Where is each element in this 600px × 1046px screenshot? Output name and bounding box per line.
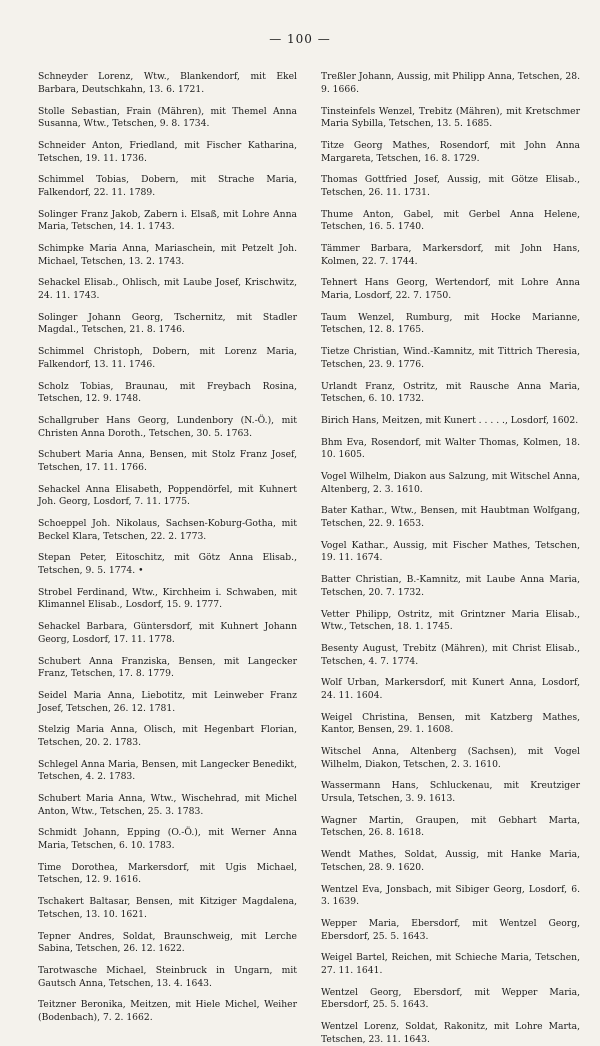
register-entry: Sehackel Elisab., Ohlisch, mit Laube Josef, Krischwitz, 24. 11. 1743. [38,277,297,302]
register-entry: Stolle Sebastian, Frain (Mähren), mit Themel Anna Susanna, Wtw., Tetschen, 9. 8. 1734. [38,105,297,130]
register-entry: Tarotwasche Michael, Steinbruck in Ungarn, mit Gautsch Anna, Tetschen, 13. 4. 1643. [38,964,297,989]
register-entry: Schubert Maria Anna, Bensen, mit Stolz Franz Josef, Tetschen, 17. 11. 1766. [38,449,297,473]
register-entry: Bater Kathar., Wtw., Bensen, mit Haubtman Wolfgang, Tetschen, 22. 9. 1653. [321,505,580,530]
register-entry: Tietze Christian, Wind.-Kamnitz, mit Tittrich Theresia, Tetschen, 23. 9. 1776. [321,346,580,370]
register-entry: Teitzner Beronika, Meitzen, mit Hiele Michel, Weiher (Bodenbach), 7. 2. 1662. [38,999,297,1023]
register-entry: Solinger Johann Georg, Tschernitz, mit Stadler Magdal., Tetschen, 21. 8. 1746. [38,311,297,336]
register-entry: Vogel Kathar., Aussig, mit Fischer Mathes, Tetschen, 19. 11. 1674. [321,539,580,564]
register-entry: Schubert Maria Anna, Wtw., Wischehrad, mit Michel Anton, Wtw., Tetschen, 25. 3. 1783. [38,793,297,817]
register-entry: Thomas Gottfried Josef, Aussig, mit Götze Elisab., Tetschen, 26. 11. 1731. [321,174,580,198]
register-entry: Schimpke Maria Anna, Mariaschein, mit Petzelt Joh. Michael, Tetschen, 13. 2. 1743. [38,243,297,267]
register-entry: Wendt Mathes, Soldat, Aussig, mit Hanke Maria, Tetschen, 28. 9. 1620. [321,849,580,873]
register-entry: Time Dorothea, Markersdorf, mit Ugis Michael, Tetschen, 12. 9. 1616. [38,861,297,886]
register-entry: Schimmel Christoph, Dobern, mit Lorenz Maria, Falkendorf, 13. 11. 1746. [38,346,297,370]
register-entry: Taum Wenzel, Rumburg, mit Hocke Marianne, Tetschen, 12. 8. 1765. [321,311,580,336]
register-entry: Treßler Johann, Aussig, mit Philipp Anna, Tetschen, 28. 9. 1666. [321,71,580,95]
register-entry: Witschel Anna, Altenberg (Sachsen), mit Vogel Wilhelm, Diakon, Tetschen, 2. 3. 1610. [321,746,580,770]
register-entry: Weigel Bartel, Reichen, mit Schieche Maria, Tetschen, 27. 11. 1641. [321,952,580,976]
register-entry: Wentzel Lorenz, Soldat, Rakonitz, mit Lohre Marta, Tetschen, 23. 11. 1643. [321,1021,580,1045]
register-entry: Batter Christian, B.-Kamnitz, mit Laube Anna Maria, Tetschen, 20. 7. 1732. [321,574,580,598]
register-entry: Scholz Tobias, Braunau, mit Freybach Rosina, Tetschen, 12. 9. 1748. [38,380,297,405]
register-entry: Sehackel Anna Elisabeth, Poppendörfel, mit Kuhnert Joh. Georg, Losdorf, 7. 11. 1775. [38,483,297,508]
register-entry: Schoeppel Joh. Nikolaus, Sachsen-Koburg-Gotha, mit Beckel Klara, Tetschen, 22. 2. 1773. [38,518,297,542]
register-entry: Wolf Urban, Markersdorf, mit Kunert Anna, Losdorf, 24. 11. 1604. [321,677,580,701]
register-entry: Wagner Martin, Graupen, mit Gebhart Marta, Tetschen, 26. 8. 1618. [321,814,580,839]
register-entry: Schallgruber Hans Georg, Lundenbory (N.-Ö.), mit Christen Anna Doroth., Tetschen, 30. 5. 1763. [38,414,297,439]
register-entry: Thume Anton, Gabel, mit Gerbel Anna Helene, Tetschen, 16. 5. 1740. [321,208,580,233]
register-entry: Stepan Peter, Eitoschitz, mit Götz Anna Elisab., Tetschen, 9. 5. 1774. • [38,552,297,577]
page-number: — 100 — [269,32,331,46]
register-entry: Tämmer Barbara, Markersdorf, mit John Hans, Kolmen, 22. 7. 1744. [321,243,580,267]
register-entry: Schmidt Johann, Epping (O.-Ö.), mit Werner Anna Maria, Tetschen, 6. 10. 1783. [38,827,297,852]
register-entry: Wepper Maria, Ebersdorf, mit Wentzel Georg, Ebersdorf, 25. 5. 1643. [321,917,580,942]
register-entry: Wentzel Eva, Jonsbach, mit Sibiger Georg, Losdorf, 6. 3. 1639. [321,883,580,908]
right-column [311,62,580,1045]
register-entry: Vogel Wilhelm, Diakon aus Salzung, mit Witschel Anna, Altenberg, 2. 3. 1610. [321,471,580,495]
register-entry: Weigel Christina, Bensen, mit Katzberg Mathes, Kantor, Bensen, 29. 1. 1608. [321,711,580,736]
register-entry: Birich Hans, Meitzen, mit Kunert . . . . ., Losdorf, 1602. [321,414,579,426]
register-entry: Schneyder Lorenz, Wtw., Blankendorf, mit Ekel Barbara, Deutschkahn, 13. 6. 1721. [38,71,297,95]
register-entry: Strobel Ferdinand, Wtw., Kirchheim i. Schwaben, mit Klimannel Elisab., Losdorf, 15. 9. 1777. [38,586,297,611]
register-entry: Tehnert Hans Georg, Wertendorf, mit Lohre Anna Maria, Losdorf, 22. 7. 1750. [321,277,580,302]
register-entry: Tinsteinfels Wenzel, Trebitz (Mähren), mit Kretschmer Maria Sybilla, Tetschen, 13. 5. 1685. [321,105,580,130]
register-entry: Stelzig Maria Anna, Olisch, mit Hegenbart Florian, Tetschen, 20. 2. 1783. [38,724,297,748]
two-column-body [28,62,580,1045]
register-entry: Seidel Maria Anna, Liebotitz, mit Leinweber Franz Josef, Tetschen, 26. 12. 1781. [38,689,297,714]
register-entry: Schimmel Tobias, Dobern, mit Strache Maria, Falkendorf, 22. 11. 1789. [38,174,297,198]
register-entry: Besenty August, Trebitz (Mähren), mit Christ Elisab., Tetschen, 4. 7. 1774. [321,642,580,667]
left-column [28,62,297,1023]
register-entry: Bhm Eva, Rosendorf, mit Walter Thomas, Kolmen, 18. 10. 1605. [321,436,580,461]
register-entry: Schubert Anna Franziska, Bensen, mit Langecker Franz, Tetschen, 17. 8. 1779. [38,655,297,680]
register-entry: Urlandt Franz, Ostritz, mit Rausche Anna Maria, Tetschen, 6. 10. 1732. [321,380,580,405]
register-entry: Vetter Philipp, Ostritz, mit Grintzner Maria Elisab., Wtw., Tetschen, 18. 1. 1745. [321,608,580,633]
register-entry: Schneider Anton, Friedland, mit Fischer Katharina, Tetschen, 19. 11. 1736. [38,139,297,164]
register-entry: Tschakert Baltasar, Bensen, mit Kitziger Magdalena, Tetschen, 13. 10. 1621. [38,896,297,920]
register-entry: Tepner Andres, Soldat, Braunschweig, mit Lerche Sabina, Tetschen, 26. 12. 1622. [38,930,297,955]
register-entry: Sehackel Barbara, Güntersdorf, mit Kuhnert Johann Georg, Losdorf, 17. 11. 1778. [38,621,297,645]
register-entry: Wentzel Georg, Ebersdorf, mit Wepper Maria, Ebersdorf, 25. 5. 1643. [321,986,580,1011]
register-entry: Solinger Franz Jakob, Zabern i. Elsaß, mit Lohre Anna Maria, Tetschen, 14. 1. 1743. [38,208,297,233]
register-entry: Titze Georg Mathes, Rosendorf, mit John Anna Margareta, Tetschen, 16. 8. 1729. [321,139,580,164]
register-entry: Wassermann Hans, Schluckenau, mit Kreutziger Ursula, Tetschen, 3. 9. 1613. [321,780,580,805]
register-entry: Schlegel Anna Maria, Bensen, mit Langecker Benedikt, Tetschen, 4. 2. 1783. [38,758,297,783]
